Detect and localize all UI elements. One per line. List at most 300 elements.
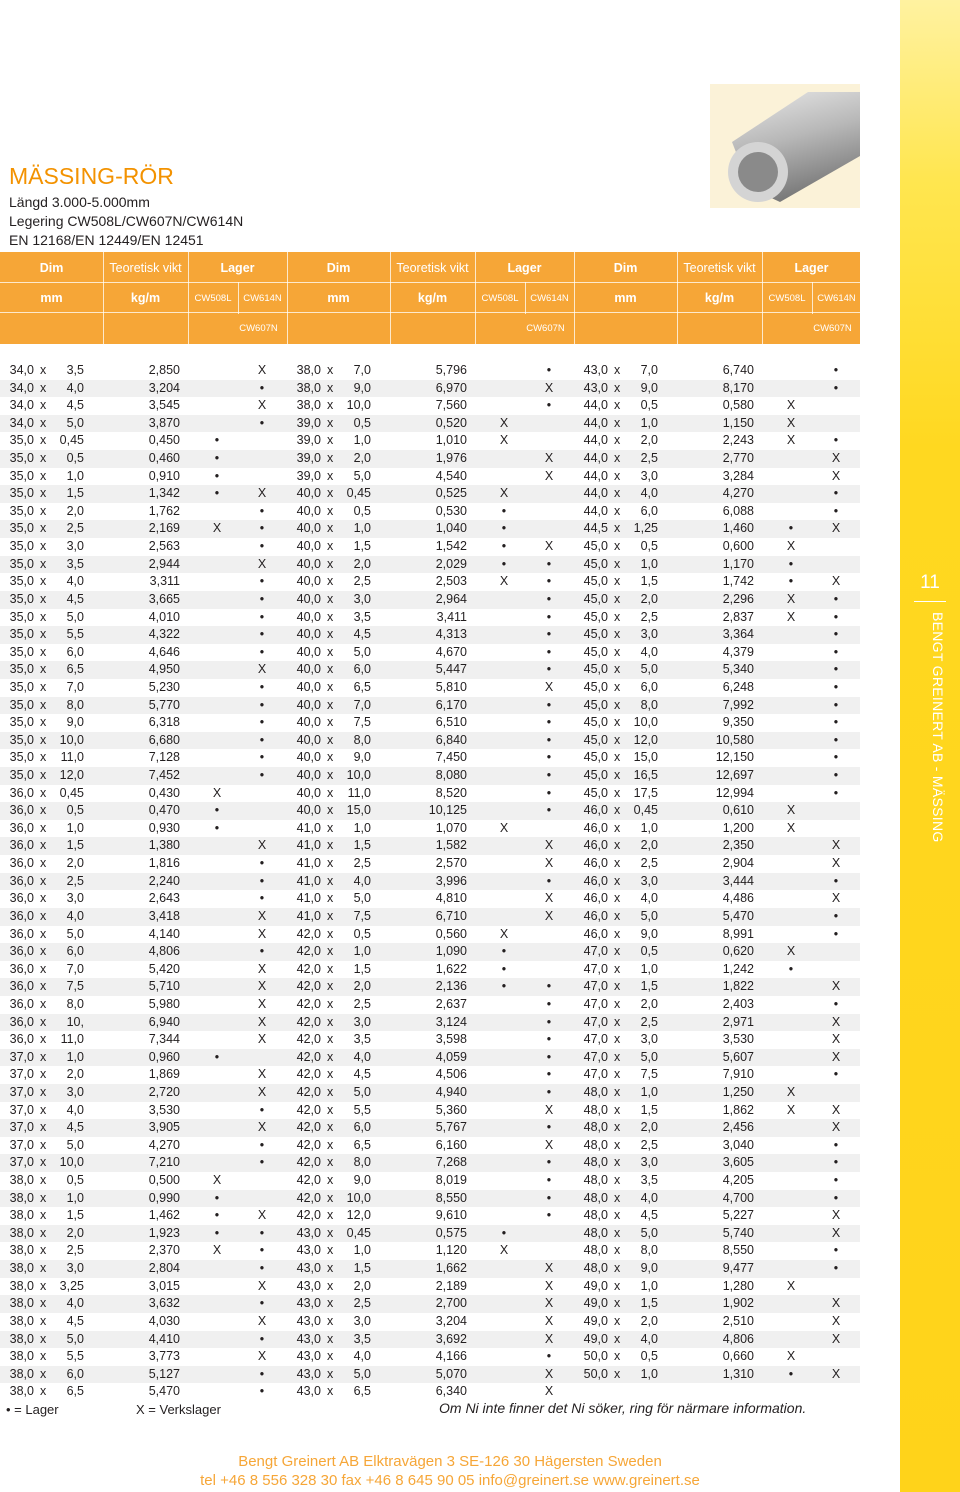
outer-diameter: 36,0 — [9, 979, 34, 994]
wall-thickness: 1,0 — [640, 1278, 658, 1293]
outer-diameter: 42,0 — [296, 1032, 321, 1047]
stock-mark-b: • — [259, 697, 265, 712]
stock-mark-b: • — [259, 644, 265, 659]
weight-kgm: 4,166 — [435, 1349, 467, 1364]
outer-diameter: 42,0 — [296, 996, 321, 1011]
outer-diameter: 42,0 — [296, 1137, 321, 1152]
wall-thickness: 10,0 — [59, 732, 84, 747]
times-sign: x — [40, 521, 47, 536]
weight-kgm: 3,418 — [148, 908, 180, 923]
weight-kgm: 0,560 — [435, 926, 467, 941]
wall-thickness: 8,0 — [640, 1243, 658, 1258]
weight-kgm: 4,140 — [148, 926, 180, 941]
outer-diameter: 41,0 — [296, 820, 321, 835]
wall-thickness: 5,0 — [640, 908, 658, 923]
wall-thickness: 1,0 — [640, 1084, 658, 1099]
weight-kgm: 12,697 — [715, 768, 754, 783]
stock-mark-a: X — [499, 574, 509, 589]
table-row — [0, 397, 860, 415]
wall-thickness: 12,0 — [633, 732, 658, 747]
times-sign: x — [614, 1190, 621, 1205]
outer-diameter: 43,0 — [296, 1366, 321, 1381]
times-sign: x — [614, 574, 621, 589]
times-sign: x — [327, 1084, 334, 1099]
header-dim: Dim — [39, 261, 64, 275]
wall-thickness: 6,0 — [640, 679, 658, 694]
weight-kgm: 5,470 — [722, 908, 754, 923]
weight-kgm: 5,127 — [148, 1366, 180, 1381]
outer-diameter: 45,0 — [583, 715, 608, 730]
wall-thickness: 1,0 — [353, 944, 371, 959]
stock-mark-b: • — [259, 591, 265, 606]
outer-diameter: 50,0 — [583, 1366, 608, 1381]
outer-diameter: 45,0 — [583, 768, 608, 783]
wall-thickness: 0,5 — [66, 803, 84, 818]
weight-kgm: 1,822 — [722, 979, 754, 994]
header-divider — [677, 252, 678, 344]
weight-kgm: 0,610 — [722, 803, 754, 818]
wall-thickness: 7,0 — [66, 679, 84, 694]
wall-thickness: 6,0 — [353, 662, 371, 677]
stock-mark-b: • — [833, 732, 839, 747]
table-row — [0, 1190, 860, 1208]
weight-kgm: 2,904 — [722, 856, 754, 871]
weight-kgm: 5,070 — [435, 1366, 467, 1381]
stock-mark-b: X — [544, 1313, 554, 1328]
table-row — [0, 1207, 860, 1225]
outer-diameter: 36,0 — [9, 908, 34, 923]
times-sign: x — [40, 1067, 47, 1082]
outer-diameter: 40,0 — [296, 697, 321, 712]
wall-thickness: 4,0 — [66, 574, 84, 589]
outer-diameter: 38,0 — [296, 380, 321, 395]
table-header — [0, 252, 860, 344]
wall-thickness: 4,0 — [66, 380, 84, 395]
outer-diameter: 49,0 — [583, 1296, 608, 1311]
wall-thickness: 1,0 — [353, 433, 371, 448]
wall-thickness: 3,0 — [66, 1261, 84, 1276]
outer-diameter: 43,0 — [296, 1384, 321, 1399]
wall-thickness: 0,45 — [633, 803, 658, 818]
outer-diameter: 36,0 — [9, 873, 34, 888]
wall-thickness: 4,0 — [66, 1296, 84, 1311]
outer-diameter: 48,0 — [583, 1155, 608, 1170]
times-sign: x — [327, 1014, 334, 1029]
weight-kgm: 2,700 — [435, 1296, 467, 1311]
wall-thickness: 3,0 — [640, 873, 658, 888]
weight-kgm: 2,510 — [722, 1313, 754, 1328]
wall-thickness: 0,5 — [640, 398, 658, 413]
times-sign: x — [40, 503, 47, 518]
outer-diameter: 38,0 — [9, 1384, 34, 1399]
stock-mark-b: • — [833, 1067, 839, 1082]
table-row — [0, 1049, 860, 1067]
table-row — [0, 1154, 860, 1172]
outer-diameter: 40,0 — [296, 503, 321, 518]
outer-diameter: 46,0 — [583, 908, 608, 923]
outer-diameter: 38,0 — [9, 1261, 34, 1276]
times-sign: x — [40, 1014, 47, 1029]
table-row — [0, 926, 860, 944]
stock-mark-a: X — [499, 415, 509, 430]
wall-thickness: 2,0 — [640, 996, 658, 1011]
wall-thickness: 0,45 — [59, 433, 84, 448]
outer-diameter: 48,0 — [583, 1102, 608, 1117]
subtitle-alloy: Legering CW508L/CW607N/CW614N — [9, 213, 244, 229]
stock-mark-b: X — [831, 1014, 841, 1029]
times-sign: x — [614, 556, 621, 571]
table-row — [0, 415, 860, 433]
table-row — [0, 380, 860, 398]
table-row — [0, 996, 860, 1014]
wall-thickness: 8,0 — [353, 732, 371, 747]
outer-diameter: 38,0 — [9, 1313, 34, 1328]
weight-kgm: 7,992 — [722, 697, 754, 712]
stock-mark-a: X — [212, 1173, 222, 1188]
weight-kgm: 0,660 — [722, 1349, 754, 1364]
wall-thickness: 15,0 — [346, 803, 371, 818]
stock-mark-b: X — [257, 1208, 267, 1223]
stock-mark-b: • — [259, 627, 265, 642]
outer-diameter: 49,0 — [583, 1331, 608, 1346]
wall-thickness: 3,0 — [66, 891, 84, 906]
stock-mark-b: • — [259, 732, 265, 747]
stock-mark-b: • — [546, 363, 552, 377]
stock-mark-b: X — [257, 926, 267, 941]
stock-mark-a: X — [499, 820, 509, 835]
times-sign: x — [327, 486, 334, 501]
outer-diameter: 43,0 — [583, 380, 608, 395]
outer-diameter: 47,0 — [583, 1049, 608, 1064]
wall-thickness: 2,0 — [66, 1225, 84, 1240]
times-sign: x — [40, 1137, 47, 1152]
stock-mark-b: • — [546, 644, 552, 659]
times-sign: x — [40, 486, 47, 501]
weight-kgm: 3,040 — [722, 1137, 754, 1152]
table-row — [0, 961, 860, 979]
wall-thickness: 4,0 — [640, 1190, 658, 1205]
weight-kgm: 8,080 — [435, 768, 467, 783]
table-row — [0, 679, 860, 697]
weight-kgm: 9,350 — [722, 715, 754, 730]
header-unit-kgm: kg/m — [704, 291, 735, 305]
header-divider — [812, 282, 813, 314]
times-sign: x — [40, 1155, 47, 1170]
stock-mark-b: X — [544, 468, 554, 483]
header-unit-kgm: kg/m — [130, 291, 161, 305]
times-sign: x — [614, 1331, 621, 1346]
stock-mark-b: X — [257, 1084, 267, 1099]
times-sign: x — [614, 1049, 621, 1064]
wall-thickness: 5,5 — [353, 1102, 371, 1117]
stock-mark-b: X — [544, 679, 554, 694]
stock-mark-b: X — [257, 1120, 267, 1135]
wall-thickness: 7,5 — [66, 979, 84, 994]
wall-thickness: 3,5 — [640, 1173, 658, 1188]
times-sign: x — [40, 1208, 47, 1223]
table-row — [0, 837, 860, 855]
times-sign: x — [614, 750, 621, 765]
weight-kgm: 1,742 — [722, 574, 754, 589]
outer-diameter: 34,0 — [9, 415, 34, 430]
times-sign: x — [327, 1313, 334, 1328]
outer-diameter: 41,0 — [296, 856, 321, 871]
wall-thickness: 4,5 — [353, 627, 371, 642]
weight-kgm: 5,227 — [722, 1208, 754, 1223]
wall-thickness: 7,0 — [640, 363, 658, 377]
stock-mark-b: X — [544, 1278, 554, 1293]
table-row — [0, 978, 860, 996]
weight-kgm: 7,450 — [435, 750, 467, 765]
table-row — [0, 890, 860, 908]
times-sign: x — [40, 1349, 47, 1364]
times-sign: x — [614, 1296, 621, 1311]
stock-mark-b: X — [257, 1278, 267, 1293]
weight-kgm: 0,910 — [148, 468, 180, 483]
stock-mark-b: X — [544, 838, 554, 853]
wall-thickness: 1,5 — [353, 1261, 371, 1276]
table-row — [0, 908, 860, 926]
outer-diameter: 43,0 — [296, 1278, 321, 1293]
stock-mark-a: X — [212, 1243, 222, 1258]
times-sign: x — [327, 1155, 334, 1170]
weight-kgm: 4,646 — [148, 644, 180, 659]
stock-mark-b: X — [544, 856, 554, 871]
wall-thickness: 5,0 — [353, 1084, 371, 1099]
times-sign: x — [614, 838, 621, 853]
stock-mark-b: X — [831, 1102, 841, 1117]
outer-diameter: 41,0 — [296, 838, 321, 853]
times-sign: x — [327, 433, 334, 448]
times-sign: x — [40, 609, 47, 624]
outer-diameter: 42,0 — [296, 1049, 321, 1064]
wall-thickness: 1,5 — [640, 574, 658, 589]
times-sign: x — [327, 1278, 334, 1293]
stock-mark-b: X — [544, 451, 554, 466]
stock-mark-b: X — [544, 1296, 554, 1311]
stock-mark-a: • — [214, 468, 220, 483]
wall-thickness: 6,0 — [66, 944, 84, 959]
outer-diameter: 35,0 — [9, 556, 34, 571]
brass-tube-image — [710, 84, 860, 208]
wall-thickness: 1,5 — [353, 539, 371, 554]
stock-mark-b: • — [833, 433, 839, 448]
weight-kgm: 5,740 — [722, 1225, 754, 1240]
times-sign: x — [40, 451, 47, 466]
stock-mark-b: X — [831, 1032, 841, 1047]
outer-diameter: 35,0 — [9, 627, 34, 642]
header-dim: Dim — [326, 261, 351, 275]
times-sign: x — [614, 856, 621, 871]
weight-kgm: 3,692 — [435, 1331, 467, 1346]
outer-diameter: 44,0 — [583, 433, 608, 448]
outer-diameter: 40,0 — [296, 574, 321, 589]
stock-mark-b: X — [831, 1120, 841, 1135]
outer-diameter: 40,0 — [296, 609, 321, 624]
stock-mark-b: • — [259, 415, 265, 430]
weight-kgm: 8,550 — [722, 1243, 754, 1258]
weight-kgm: 1,460 — [722, 521, 754, 536]
times-sign: x — [614, 1278, 621, 1293]
stock-mark-b: • — [833, 715, 839, 730]
outer-diameter: 36,0 — [9, 1032, 34, 1047]
times-sign: x — [40, 644, 47, 659]
wall-thickness: 6,0 — [66, 1366, 84, 1381]
stock-mark-b: • — [259, 609, 265, 624]
weight-kgm: 5,980 — [148, 996, 180, 1011]
times-sign: x — [40, 679, 47, 694]
times-sign: x — [614, 1349, 621, 1364]
times-sign: x — [614, 768, 621, 783]
times-sign: x — [614, 944, 621, 959]
outer-diameter: 47,0 — [583, 979, 608, 994]
outer-diameter: 47,0 — [583, 944, 608, 959]
wall-thickness: 8,0 — [640, 697, 658, 712]
stock-mark-a: X — [499, 926, 509, 941]
outer-diameter: 42,0 — [296, 961, 321, 976]
wall-thickness: 7,5 — [353, 908, 371, 923]
wall-thickness: 0,45 — [346, 1225, 371, 1240]
stock-mark-b: • — [259, 679, 265, 694]
times-sign: x — [327, 363, 334, 377]
weight-kgm: 4,313 — [435, 627, 467, 642]
wall-thickness: 0,5 — [353, 926, 371, 941]
stock-mark-b: X — [831, 891, 841, 906]
wall-thickness: 1,5 — [66, 1208, 84, 1223]
weight-kgm: 6,088 — [722, 503, 754, 518]
times-sign: x — [614, 679, 621, 694]
outer-diameter: 45,0 — [583, 679, 608, 694]
times-sign: x — [40, 1278, 47, 1293]
times-sign: x — [327, 715, 334, 730]
weight-kgm: 4,670 — [435, 644, 467, 659]
table-row — [0, 697, 860, 715]
weight-kgm: 3,530 — [722, 1032, 754, 1047]
stock-mark-b: • — [259, 1155, 265, 1170]
header-alloy-cw614n: CW614N — [530, 292, 569, 304]
outer-diameter: 46,0 — [583, 820, 608, 835]
times-sign: x — [40, 398, 47, 413]
times-sign: x — [40, 926, 47, 941]
outer-diameter: 35,0 — [9, 433, 34, 448]
header-alloy-cw508l: CW508L — [194, 292, 232, 304]
times-sign: x — [327, 768, 334, 783]
outer-diameter: 48,0 — [583, 1243, 608, 1258]
outer-diameter: 35,0 — [9, 591, 34, 606]
wall-thickness: 2,5 — [640, 1137, 658, 1152]
times-sign: x — [614, 785, 621, 800]
times-sign: x — [327, 891, 334, 906]
weight-kgm: 1,869 — [148, 1067, 180, 1082]
stock-mark-a: • — [214, 803, 220, 818]
table-row — [0, 1084, 860, 1102]
wall-thickness: 7,0 — [353, 697, 371, 712]
wall-thickness: 2,0 — [640, 1313, 658, 1328]
weight-kgm: 4,010 — [148, 609, 180, 624]
wall-thickness: 6,5 — [66, 1384, 84, 1399]
wall-thickness: 9,0 — [66, 715, 84, 730]
page-number-rule — [914, 601, 946, 602]
weight-kgm: 4,700 — [722, 1190, 754, 1205]
times-sign: x — [40, 1384, 47, 1399]
wall-thickness: 3,0 — [640, 1032, 658, 1047]
outer-diameter: 48,0 — [583, 1190, 608, 1205]
times-sign: x — [614, 1067, 621, 1082]
weight-kgm: 3,015 — [148, 1278, 180, 1293]
weight-kgm: 1,380 — [148, 838, 180, 853]
outer-diameter: 40,0 — [296, 750, 321, 765]
outer-diameter: 36,0 — [9, 926, 34, 941]
wall-thickness: 3,5 — [353, 609, 371, 624]
stock-mark-b: • — [833, 1173, 839, 1188]
table-row — [0, 556, 860, 574]
weight-kgm: 1,816 — [148, 856, 180, 871]
wall-thickness: 5,0 — [66, 1137, 84, 1152]
stock-mark-b: X — [831, 979, 841, 994]
times-sign: x — [327, 1102, 334, 1117]
wall-thickness: 5,0 — [353, 644, 371, 659]
outer-diameter: 40,0 — [296, 486, 321, 501]
stock-mark-b: X — [831, 856, 841, 871]
times-sign: x — [327, 856, 334, 871]
times-sign: x — [40, 662, 47, 677]
wall-thickness: 0,5 — [640, 539, 658, 554]
outer-diameter: 46,0 — [583, 838, 608, 853]
stock-mark-b: • — [833, 363, 839, 377]
wall-thickness: 4,0 — [640, 891, 658, 906]
wall-thickness: 2,5 — [353, 996, 371, 1011]
stock-mark-a: • — [788, 521, 794, 536]
outer-diameter: 35,0 — [9, 468, 34, 483]
legend-x: X = Verkslager — [136, 1402, 221, 1417]
outer-diameter: 43,0 — [296, 1296, 321, 1311]
table-row — [0, 732, 860, 750]
outer-diameter: 35,0 — [9, 521, 34, 536]
stock-mark-b: • — [546, 1120, 552, 1135]
weight-kgm: 2,403 — [722, 996, 754, 1011]
weight-kgm: 5,470 — [148, 1384, 180, 1399]
outer-diameter: 40,0 — [296, 521, 321, 536]
stock-mark-b: • — [546, 715, 552, 730]
stock-mark-a: • — [214, 1190, 220, 1205]
stock-mark-b: X — [544, 891, 554, 906]
times-sign: x — [40, 1331, 47, 1346]
wall-thickness: 9,0 — [640, 380, 658, 395]
table-row — [0, 749, 860, 767]
wall-thickness: 1,0 — [640, 556, 658, 571]
weight-kgm: 8,170 — [722, 380, 754, 395]
stock-mark-b: • — [833, 768, 839, 783]
side-label: BENGT GREINERT AB - MÄSSING — [930, 612, 946, 843]
subtitle-length: Längd 3.000-5.000mm — [9, 194, 150, 210]
times-sign: x — [40, 1049, 47, 1064]
times-sign: x — [327, 1120, 334, 1135]
outer-diameter: 47,0 — [583, 961, 608, 976]
stock-mark-b: • — [833, 591, 839, 606]
table-row — [0, 820, 860, 838]
outer-diameter: 43,0 — [296, 1313, 321, 1328]
table-row — [0, 485, 860, 503]
weight-kgm: 6,318 — [148, 715, 180, 730]
wall-thickness: 3,5 — [353, 1331, 371, 1346]
outer-diameter: 38,0 — [9, 1208, 34, 1223]
times-sign: x — [40, 1173, 47, 1188]
table-row — [0, 503, 860, 521]
outer-diameter: 45,0 — [583, 539, 608, 554]
times-sign: x — [40, 1313, 47, 1328]
header-divider — [525, 282, 526, 314]
outer-diameter: 39,0 — [296, 468, 321, 483]
